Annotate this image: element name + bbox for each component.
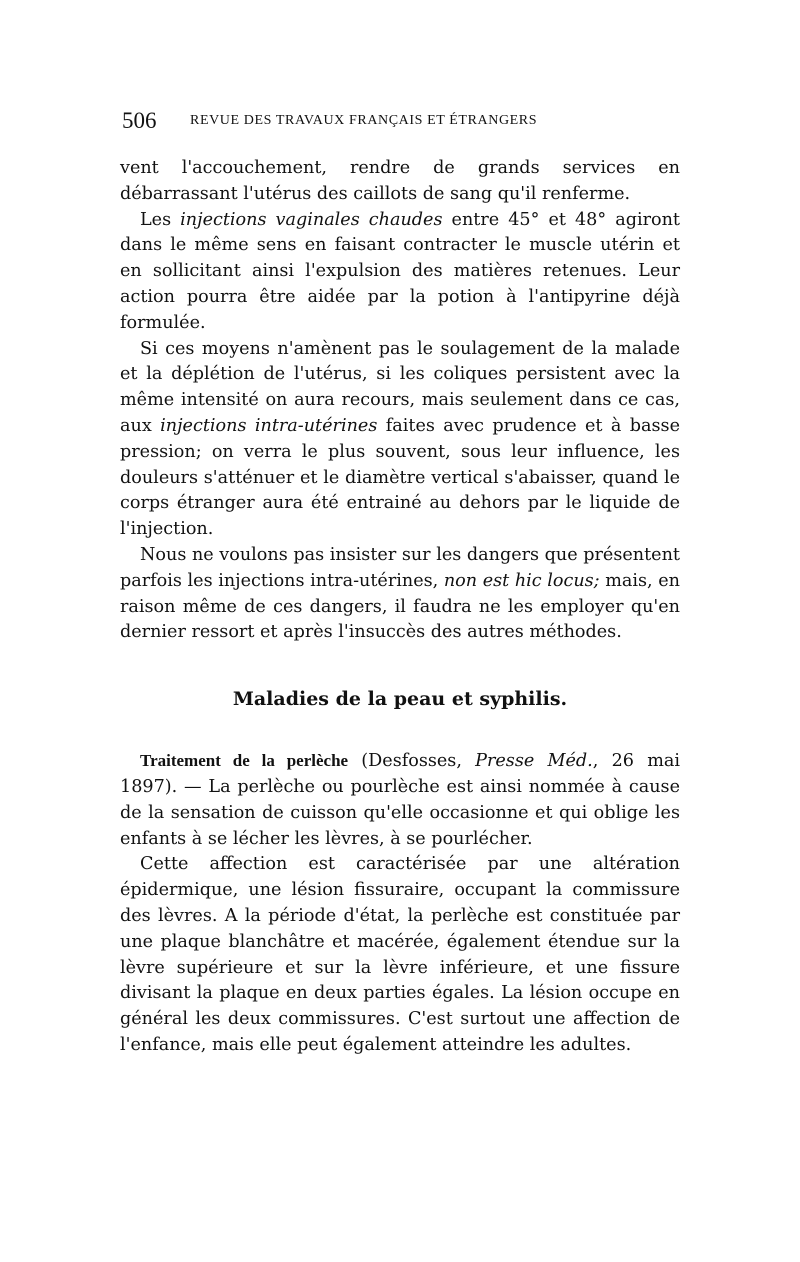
paragraph-intrauterine-injections (120, 337, 680, 543)
journal-title: Presse Méd. (475, 751, 593, 772)
paragraph-dangers (120, 543, 680, 646)
emphasis-text: injections vaginales chaudes (180, 209, 443, 230)
paragraph-perleche-intro (120, 748, 680, 852)
paragraph-text: Nous ne voulons pas insister sur les dangers que présentent parfois les injections intra-utérines, (120, 544, 680, 591)
emphasis-text: non est hic locus; (443, 570, 600, 591)
paragraph-text: faites avec prudence et à basse pression; on verra le plus souvent, sous leur influence, les douleurs s'atténuer et le diamètre vertical s'abaisser, quand le corps étranger aura été entrainé au dehors par le liquide de l'injection. (120, 415, 680, 540)
emphasis-text: injections intra-utérines (160, 415, 378, 436)
running-title: REVUE DES TRAVAUX FRANÇAIS ET ÉTRANGERS (190, 113, 538, 128)
paragraph-continuation: vent l'accouchement, rendre de grands services en débarrassant l'utérus des caillots de sang qu'il renferme. (120, 158, 680, 204)
running-header (120, 108, 680, 152)
section-heading: Maladies de la peau et syphilis. (232, 688, 568, 711)
document-page (120, 108, 680, 1059)
paragraph-text: , 26 mai 1897). — La perlèche ou pourlèche est ainsi nommée à cause de la sensation de cuisson qu'elle occasionne et qui oblige les enfants à se lécher les lèvres, à se pourlécher. (120, 751, 680, 849)
article-rubric: Traitement de la perlèche (140, 751, 349, 771)
paragraph-text: Si ces moyens n'amènent pas le soulagement de la malade et la déplétion de l'utérus, si les coliques persistent avec la même intensité on aura recours, mais seulement dans ce cas, aux (120, 338, 680, 436)
paragraph-vaginal-injections (120, 208, 680, 337)
citation-text: (Desfosses, (348, 751, 476, 772)
paragraph-perleche-description: Cette affection est caractérisée par une altération épidermique, une lésion fissuraire, occupant la commissure des lèvres. A la période d'état, la perlèche est constituée par une plaque blanchâtre et macérée, également étendue sur la lèvre supérieure et sur la lèvre inférieure, et une fissure divisant la plaque en deux parties égales. La lésion occupe en général les deux commissures. C'est surtout une affection de l'enfance, mais elle peut également atteindre les adultes. (120, 854, 680, 1055)
paragraph-text: Les (140, 209, 181, 230)
paragraph-text: entre 45° et 48° agiront dans le même sens en faisant contracter le muscle utérin et en sollicitant ainsi l'expulsion des matières retenues. Leur action pourra être aidée par la potion à l'antipyrine déjà formulée. (120, 209, 681, 333)
paragraph-text: mais, en raison même de ces dangers, il faudra ne les employer qu'en dernier ressort et après l'insuccès des autres méthodes. (120, 570, 680, 643)
page-number: 506 (122, 108, 157, 133)
